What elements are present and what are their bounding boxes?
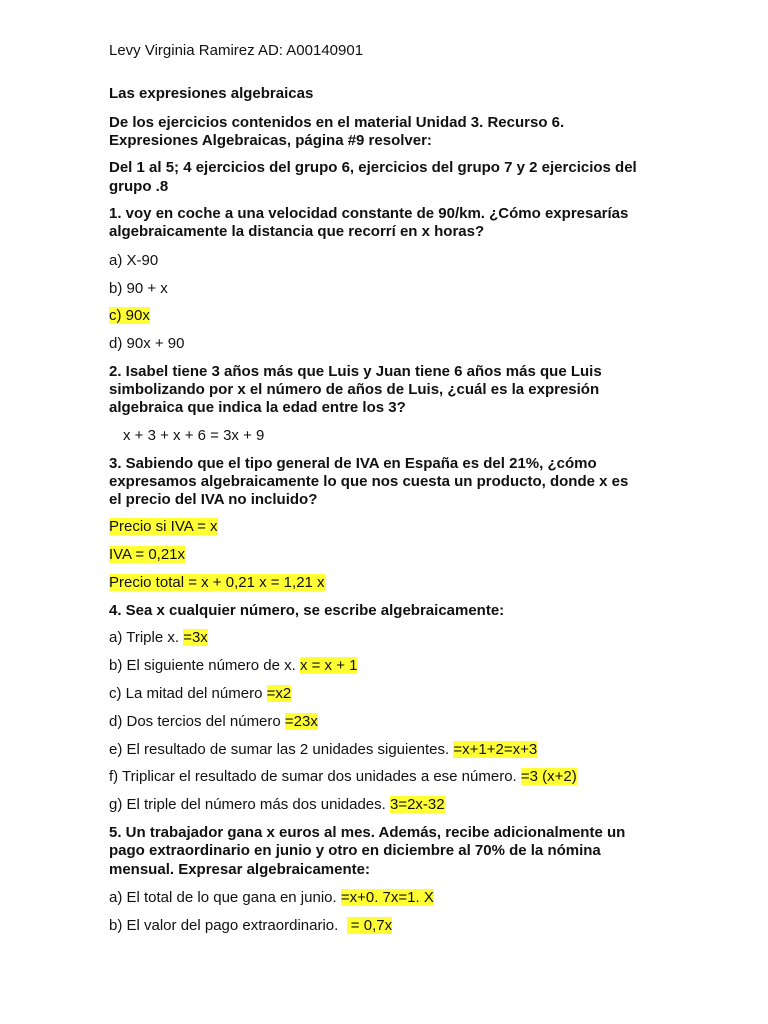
intro-line-3: Del 1 al 5; 4 ejercicios del grupo 6, ejercicios del grupo 7 y 2 ejercicios del xyxy=(109,159,637,176)
q4-item-e-text: e) El resultado de sumar las 2 unidades siguientes. xyxy=(109,741,454,758)
q4-item-e xyxy=(109,741,537,760)
q4-item-d-text: d) Dos tercios del número xyxy=(109,713,285,730)
q2-line-3: algebraica que indica la edad entre los 3? xyxy=(109,399,406,416)
q1-option-b: b) 90 + x xyxy=(109,280,168,297)
q5-item-b-answer: = 0,7x xyxy=(346,917,393,934)
q4-item-d-answer: =23x xyxy=(284,713,318,730)
q4-item-c-answer: =x2 xyxy=(266,685,292,702)
q2-line-1: 2. Isabel tiene 3 años más que Luis y Juan tiene 6 años más que Luis xyxy=(109,363,602,380)
q4-item-c-text: c) La mitad del número xyxy=(109,685,267,702)
q1-line-2: algebraicamente la distancia que recorrí en x horas? xyxy=(109,223,485,240)
q5-line-3: mensual. Expresar algebraicamente: xyxy=(109,861,370,878)
q4-item-g-answer: 3=2x-32 xyxy=(389,796,445,813)
q3-answer-3-highlight: Precio total = x + 0,21 x = 1,21 x xyxy=(109,574,325,591)
q4-item-a xyxy=(109,629,208,648)
q4-item-f xyxy=(109,768,577,787)
q1-option-c-highlight: c) 90x xyxy=(109,307,150,324)
q4-title: 4. Sea x cualquier número, se escribe algebraicamente: xyxy=(109,602,505,619)
q5-item-b-text: b) El valor del pago extraordinario. xyxy=(109,917,347,934)
intro-line-4: grupo .8 xyxy=(109,178,169,195)
q2-line-2: simbolizando por x el número de años de Luis, ¿cuál es la expresión xyxy=(109,381,600,398)
q5-line-2: pago extraordinario en junio y otro en diciembre al 70% de la nómina xyxy=(109,842,601,859)
q3-answer-1-highlight: Precio si IVA = x xyxy=(109,518,218,535)
q3-answer-1 xyxy=(109,518,218,537)
q3-answer-2-highlight: IVA = 0,21x xyxy=(109,546,186,563)
q5-item-b xyxy=(109,917,392,936)
q4-item-f-answer: =3 (x+2) xyxy=(520,768,577,785)
q4-item-a-text: a) Triple x. xyxy=(109,629,184,646)
intro-line-2: Expresiones Algebraicas, página #9 resolver: xyxy=(109,132,432,149)
q3-line-2: expresamos algebraicamente lo que nos cuesta un producto, donde x es xyxy=(109,473,629,490)
q4-item-g xyxy=(109,796,445,815)
intro-line-1: De los ejercicios contenidos en el material Unidad 3. Recurso 6. xyxy=(109,114,565,131)
q5-item-a-answer: =x+0. 7x=1. X xyxy=(340,889,434,906)
q4-item-f-text: f) Triplicar el resultado de sumar dos unidades a ese número. xyxy=(109,768,521,785)
q4-item-g-text: g) El triple del número más dos unidades. xyxy=(109,796,390,813)
document-title: Las expresiones algebraicas xyxy=(109,85,314,102)
q4-item-b-answer: x = x + 1 xyxy=(299,657,358,674)
q2-answer: x + 3 + x + 6 = 3x + 9 xyxy=(123,427,265,444)
q4-item-e-answer: =x+1+2=x+3 xyxy=(453,741,538,758)
q4-item-d xyxy=(109,713,318,732)
q5-item-a xyxy=(109,889,434,908)
q4-item-b xyxy=(109,657,357,676)
q5-line-1: 5. Un trabajador gana x euros al mes. Además, recibe adicionalmente un xyxy=(109,824,626,841)
author-line: Levy Virginia Ramirez AD: A00140901 xyxy=(109,42,364,59)
q1-line-1: 1. voy en coche a una velocidad constante de 90/km. ¿Cómo expresarías xyxy=(109,205,629,222)
q4-item-c xyxy=(109,685,291,704)
q3-line-1: 3. Sabiendo que el tipo general de IVA en España es del 21%, ¿cómo xyxy=(109,455,597,472)
q4-item-a-answer: =3x xyxy=(183,629,208,646)
q1-option-a: a) X-90 xyxy=(109,252,159,269)
q5-item-a-text: a) El total de lo que gana en junio. xyxy=(109,889,341,906)
q1-option-d: d) 90x + 90 xyxy=(109,335,185,352)
q1-option-c xyxy=(109,307,150,326)
q3-answer-3 xyxy=(109,574,325,593)
q3-answer-2 xyxy=(109,546,185,565)
q4-item-b-text: b) El siguiente número de x. xyxy=(109,657,300,674)
q3-line-3: el precio del IVA no incluido? xyxy=(109,491,318,508)
